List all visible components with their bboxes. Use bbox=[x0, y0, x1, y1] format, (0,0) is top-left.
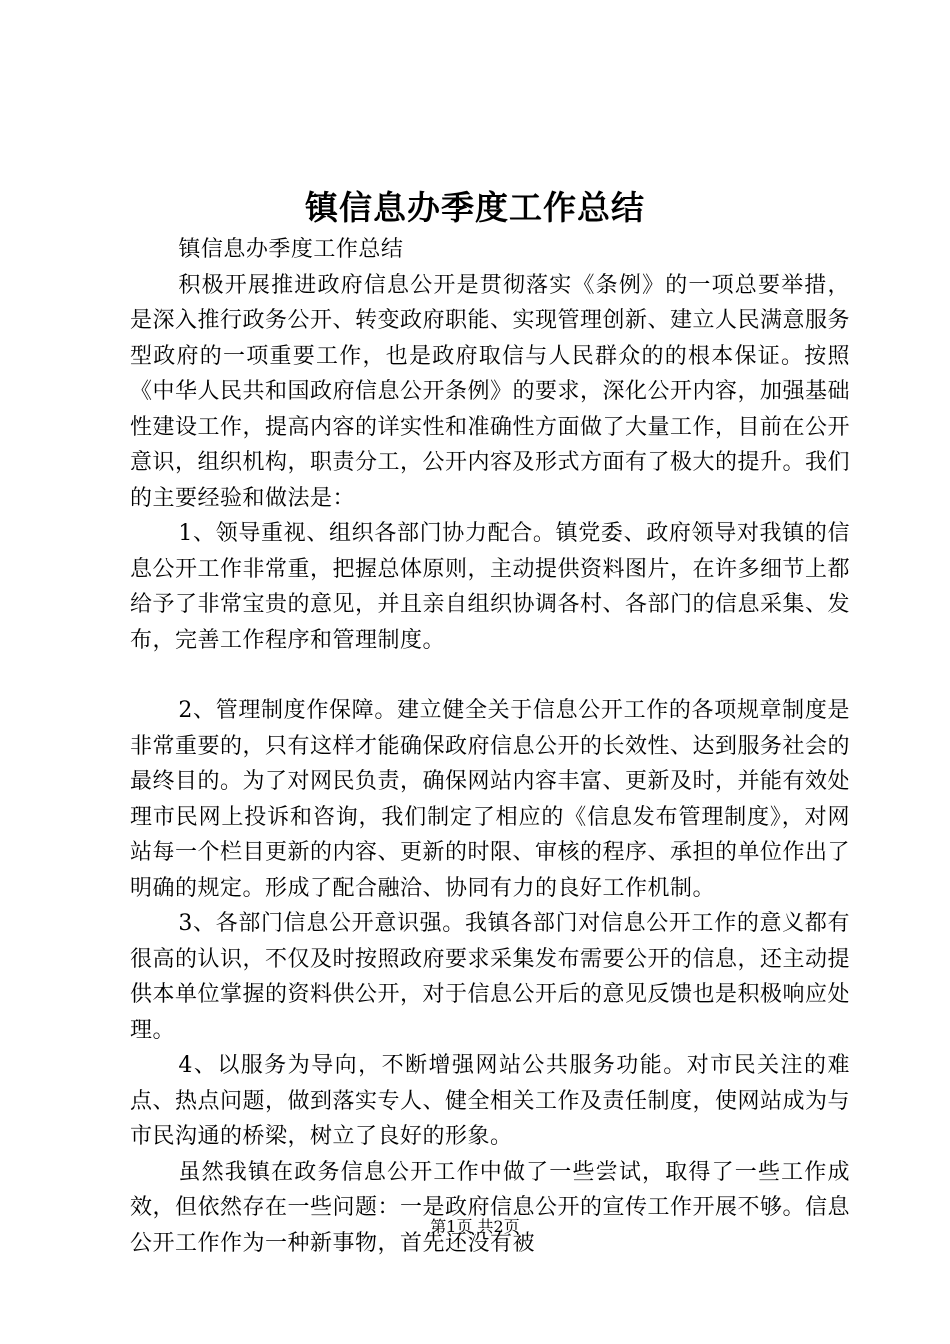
paragraph-issues: 虽然我镇在政务信息公开工作中做了一些尝试，取得了一些工作成效，但依然存在一些问题：一是政府信息公开的宣传工作开展不够。信息公开工作作为一种新事物，首先还没有被 bbox=[130, 1159, 851, 1256]
paragraph-point-2: 2、管理制度作保障。建立健全关于信息公开工作的各项规章制度是非常重要的，只有这样才能确保政府信息公开的长效性、达到服务社会的最终目的。为了对网民负责，确保网站内容丰富、更新及时，并能有效处理市民网上投诉和咨询，我们制定了相应的《信息发布管理制度》，对网站每一个栏目更新的内容、更新的时限、审核的程序、承担的单位作出了明确的规定。形成了配合融洽、协同有力的良好工作机制。 bbox=[130, 698, 851, 901]
document-body bbox=[130, 232, 850, 1261]
paragraph-subtitle: 镇信息办季度工作总结 bbox=[178, 237, 404, 262]
paragraph-point-4: 4、以服务为导向，不断增强网站公共服务功能。对市民关注的难点、热点问题，做到落实专人、健全相关工作及责任制度，使网站成为与市民沟通的桥梁，树立了良好的形象。 bbox=[130, 1053, 851, 1149]
paragraph-point-3: 3、各部门信息公开意识强。我镇各部门对信息公开工作的意义都有很高的认识，不仅及时按照政府要求采集发布需要公开的信息，还主动提供本单位掌握的资料供公开，对于信息公开后的意见反馈也是积极响应处理。 bbox=[130, 911, 851, 1043]
paragraph-point-1: 1、领导重视、组织各部门协力配合。镇党委、政府领导对我镇的信息公开工作非常重，把握总体原则，主动提供资料图片，在许多细节上都给予了非常宝贵的意见，并且亲自组织协调各村、各部门的信息采集、发布，完善工作程序和管理制度。 bbox=[130, 521, 851, 653]
document-title: 镇信息办季度工作总结 bbox=[305, 188, 645, 227]
page-number: 第1页 共2页 bbox=[430, 1217, 520, 1236]
paragraph-intro: 积极开展推进政府信息公开是贯彻落实《条例》的一项总要举措，是深入推行政务公开、转变政府职能、实现管理创新、建立人民满意服务型政府的一项重要工作，也是政府取信与人民群众的的根本保证。按照《中华人民共和国政府信息公开条例》的要求，深化公开内容，加强基础性建设工作，提高内容的详实性和准确性方面做了大量工作，目前在公开意识，组织机构，职责分工，公开内容及形式方面有了极大的提升。我们的主要经验和做法是： bbox=[130, 272, 851, 511]
